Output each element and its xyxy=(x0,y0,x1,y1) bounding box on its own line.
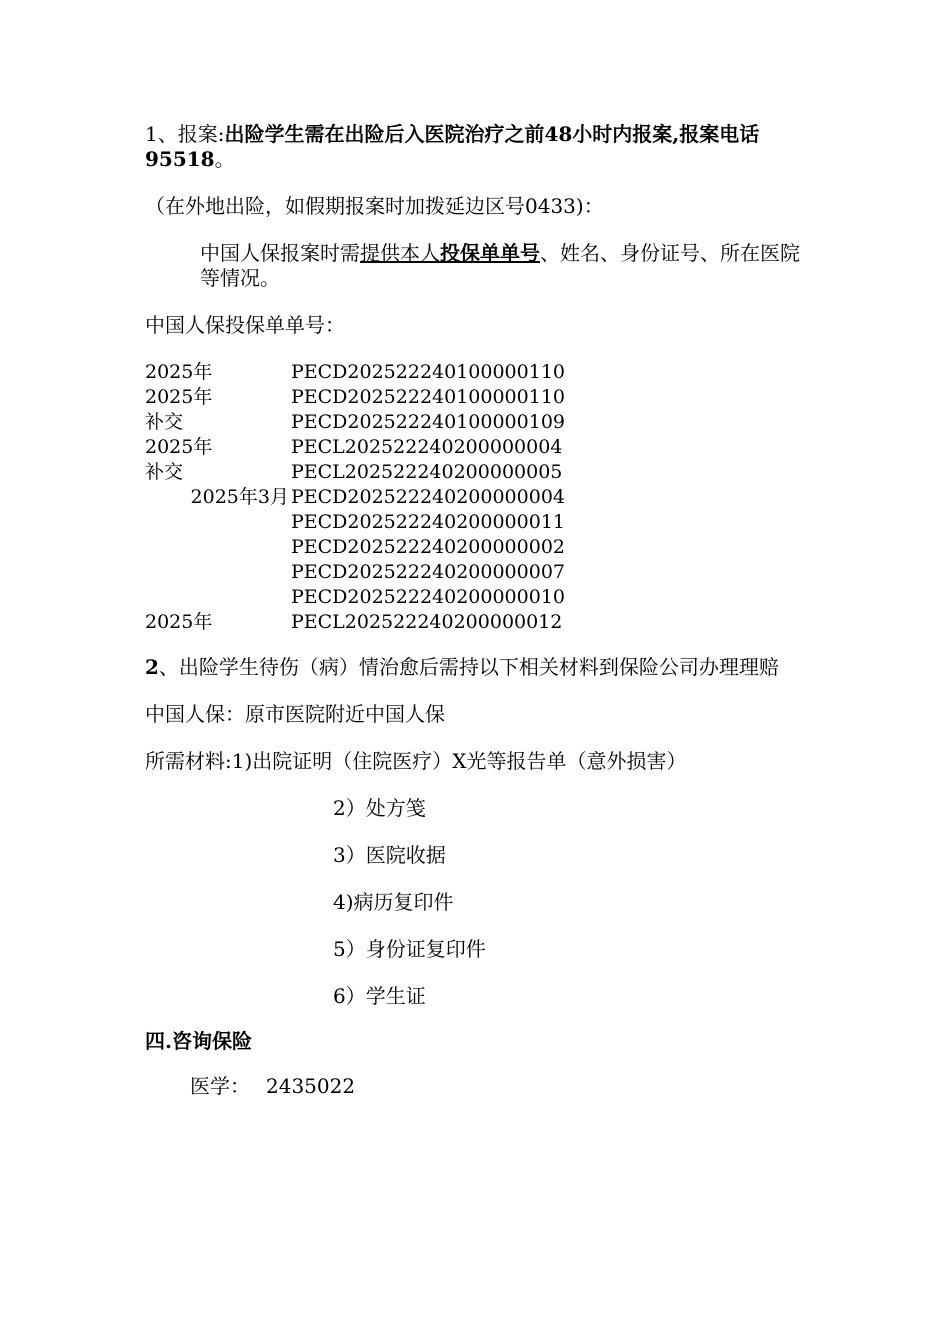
policy-label: 2025年 xyxy=(145,436,213,458)
report-requirement xyxy=(145,241,815,291)
policy-row xyxy=(145,535,565,560)
policy-number: PECD202522240200000007 xyxy=(290,561,565,583)
policy-label xyxy=(145,585,291,610)
section1-bold-text: 出险学生需在出险后入医院治疗之前48小时内报案,报案电话95518 xyxy=(145,122,760,171)
policy-row xyxy=(145,510,565,535)
consult-line xyxy=(145,1074,815,1099)
requirement-before: 中国人保报案时需 xyxy=(200,241,360,265)
document-page xyxy=(145,122,815,1119)
material-item: 6）学生证 xyxy=(333,984,426,1008)
material-item: 2）处方笺 xyxy=(333,796,426,820)
policy-label: 2025年 xyxy=(145,386,213,408)
consult-phone: 2435022 xyxy=(266,1074,356,1098)
policy-row xyxy=(145,610,565,635)
policy-number: PECD202522240200000010 xyxy=(290,586,565,608)
policy-table xyxy=(145,360,565,635)
policy-number: PECD202522240200000002 xyxy=(290,536,565,558)
section1-report xyxy=(145,122,815,172)
material-item: 4)病历复印件 xyxy=(333,890,454,914)
requirement-underlined-plain: 提供本人 xyxy=(360,241,440,265)
policy-label: 2025年 xyxy=(145,611,213,633)
material-item: 5）身份证复印件 xyxy=(333,937,486,961)
policy-label: 2025年3月 xyxy=(190,486,289,508)
section1-prefix: 1、报案: xyxy=(145,122,225,146)
policy-number: PECL202522240200000004 xyxy=(290,436,563,458)
policy-number: PECD202522240200000004 xyxy=(290,486,565,508)
policy-label xyxy=(145,560,291,585)
materials-list xyxy=(145,796,815,1009)
out-of-town-note: （在外地出险，如假期报案时加拨延边区号0433)： xyxy=(145,194,604,218)
requirement-underlined-bold: 投保单单号 xyxy=(440,241,540,265)
insurer-line: 中国人保：原市医院附近中国人保 xyxy=(145,702,445,726)
section2-text: 、出险学生待伤（病）情治愈后需持以下相关材料到保险公司办理理赔 xyxy=(158,655,779,679)
policy-number: PECD202522240200000011 xyxy=(290,511,565,533)
material-item: 3）医院收据 xyxy=(333,843,446,867)
section2-claim xyxy=(145,655,815,680)
policy-row xyxy=(145,410,565,435)
policy-row xyxy=(145,485,565,510)
policy-row xyxy=(145,560,565,585)
section4-title: 四.咨询保险 xyxy=(145,1029,252,1053)
requirement-after: 、姓名、身份证号、所在医院等情况。 xyxy=(200,241,800,290)
policy-number: PECD202522240100000110 xyxy=(290,386,565,408)
policy-row xyxy=(145,435,565,460)
policy-label: 补交 xyxy=(145,461,184,483)
policy-label: 补交 xyxy=(145,411,184,433)
policy-label: 2025年 xyxy=(145,361,213,383)
policy-number: PECD202522240100000110 xyxy=(290,361,565,383)
policy-number: PECD202522240100000109 xyxy=(290,411,565,433)
section1-suffix: 。 xyxy=(214,147,235,171)
policy-row xyxy=(145,585,565,610)
materials-first-line: 所需材料:1)出院证明（住院医疗）X光等报告单（意外损害） xyxy=(145,749,687,773)
section2-prefix: 2 xyxy=(145,655,159,679)
policy-row xyxy=(145,460,565,485)
policy-number: PECL202522240200000012 xyxy=(290,611,563,633)
policy-row xyxy=(145,360,565,385)
policy-label xyxy=(145,535,291,560)
policy-table-body xyxy=(145,360,565,635)
policy-row xyxy=(145,385,565,410)
policy-number: PECL202522240200000005 xyxy=(290,461,563,483)
policy-heading: 中国人保投保单单号： xyxy=(145,313,345,337)
policy-label xyxy=(145,510,291,535)
consult-label: 医学： xyxy=(190,1074,250,1098)
